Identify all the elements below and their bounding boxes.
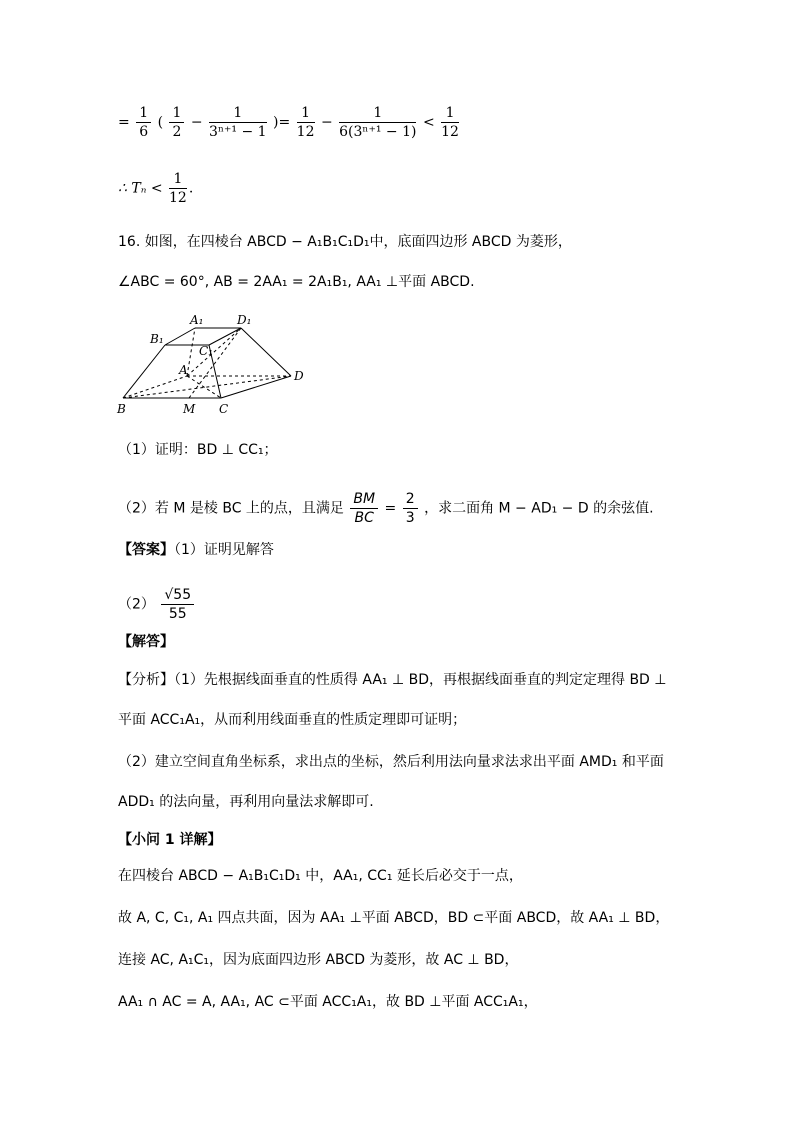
equation-line-2: [118, 170, 193, 207]
less-than: <: [422, 114, 435, 131]
fraction: $\frac{1}{2}$: [169, 104, 184, 141]
label-B: B: [117, 402, 126, 416]
analysis-line-1: 【分析】（1）先根据线面垂直的性质得 AA₁ ⊥ BD，再根据线面垂直的判定定理得 BD ⊥: [118, 672, 667, 688]
label-C: C: [219, 402, 229, 416]
eq-sign: =: [384, 500, 397, 517]
label-A: A: [179, 363, 188, 377]
paren: (: [157, 114, 164, 131]
label-D1: D₁: [237, 313, 252, 327]
eq-sign: =: [118, 114, 130, 131]
detail-line-1: 在四棱台 ABCD − A₁B₁C₁D₁ 中，AA₁, CC₁ 延长后必交于一点，: [118, 868, 523, 884]
label-M: M: [183, 402, 196, 416]
sub2-pre: （2）若 M 是棱 BC 上的点，且满足: [118, 500, 344, 517]
fraction: $\frac{√55}{55}$: [161, 586, 194, 623]
analysis-line-3: （2）建立空间直角坐标系，求出点的坐标，然后利用法向量求法求出平面 AMD₁ 和平面: [118, 754, 664, 770]
sub-question-2: [118, 490, 654, 527]
fraction: $\frac{2}{3}$: [403, 490, 418, 527]
solution-label: 【解答】: [118, 634, 174, 650]
fraction: $\frac{1}{12}$: [441, 105, 459, 140]
question-16-line-1: 16. 如图，在四棱台 ABCD − A₁B₁C₁D₁中，底面四边形 ABCD 为菱形，: [118, 234, 572, 250]
conclusion-text: ∴ Tₙ <: [118, 180, 163, 197]
minus: −: [320, 114, 333, 131]
answer-part-2-prefix: （2）: [118, 596, 155, 613]
fraction: $\frac{1}{12}$: [296, 105, 315, 140]
fraction: $\frac{1}{\text{3ⁿ⁺¹ − 1}}$: [209, 105, 267, 140]
detail-line-2: 故 A, C, C₁, A₁ 四点共面，因为 AA₁ ⊥平面 ABCD，BD ⊂平面 ABCD，故 AA₁ ⊥ BD，: [118, 910, 670, 926]
label-D: D: [294, 369, 304, 383]
sub-question-1: （1）证明：BD ⊥ CC₁；: [118, 442, 278, 458]
fraction: $\frac{1}{6}$: [136, 104, 151, 141]
detail-line-3: 连接 AC, A₁C₁，因为底面四边形 ABCD 为菱形，故 AC ⊥ BD，: [118, 952, 519, 968]
label-B1: B₁: [150, 332, 164, 346]
period: .: [188, 180, 194, 197]
minus: −: [190, 114, 203, 131]
frustum-figure: [115, 310, 315, 420]
sub2-post: ，求二面角 M − AD₁ − D 的余弦值.: [424, 500, 654, 517]
answer-part-1: （1）证明见解答: [174, 542, 274, 558]
fraction: $\frac{1}{\text{6(3ⁿ⁺¹ − 1)}}$: [339, 105, 417, 140]
analysis-line-2: 平面 ACC₁A₁，从而利用线面垂直的性质定理即可证明；: [118, 712, 467, 728]
equation-line-1: [118, 104, 461, 141]
answer-line-2: [118, 586, 196, 623]
label-A1: A₁: [190, 313, 204, 327]
label-C1: C₁: [199, 344, 213, 358]
detail-line-4: AA₁ ∩ AC = A, AA₁, AC ⊂平面 ACC₁A₁，故 BD ⊥平面 ACC₁A₁，: [118, 994, 538, 1010]
question-16-line-2: ∠ABC = 60°, AB = 2AA₁ = 2A₁B₁, AA₁ ⊥平面 ABCD.: [118, 274, 475, 290]
fraction: $\frac{BM}{BC}$: [350, 490, 378, 527]
answer-line: [118, 540, 274, 560]
analysis-line-4: ADD₁ 的法向量，再利用向量法求解即可.: [118, 794, 374, 810]
detail-label: 【小问 1 详解】: [118, 832, 222, 848]
paren: )=: [273, 114, 291, 131]
answer-label: 【答案】: [118, 542, 174, 558]
fraction: $\frac{1}{12}$: [169, 171, 187, 206]
